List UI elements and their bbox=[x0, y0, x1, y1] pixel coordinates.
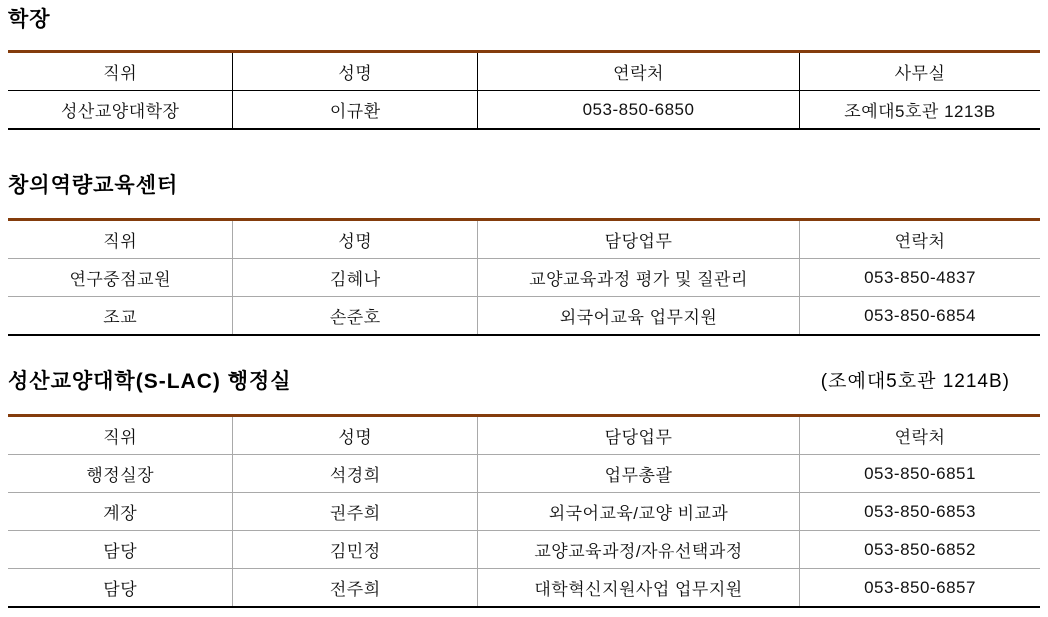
cell-name: 석경희 bbox=[233, 455, 478, 493]
dean-table-header-row bbox=[8, 52, 1040, 91]
col-header-contact: 연락처 bbox=[800, 416, 1040, 455]
cell-position: 행정실장 bbox=[8, 455, 233, 493]
section-creative-center-title: 창의역량교육센터 bbox=[8, 174, 179, 197]
col-header-office: 사무실 bbox=[800, 52, 1040, 91]
admin-office-table-header-row bbox=[8, 416, 1040, 455]
section-admin-office-title: 성산교양대학(S-LAC) 행정실 bbox=[8, 370, 292, 393]
cell-contact: 053-850-6851 bbox=[800, 455, 1040, 493]
table-row bbox=[8, 259, 1040, 297]
creative-center-table bbox=[8, 218, 1040, 336]
cell-duty: 대학혁신지원사업 업무지원 bbox=[478, 569, 800, 608]
cell-name: 김민정 bbox=[233, 531, 478, 569]
col-header-position: 직위 bbox=[8, 416, 233, 455]
cell-contact: 053-850-6853 bbox=[800, 493, 1040, 531]
cell-position: 계장 bbox=[8, 493, 233, 531]
section-creative-center bbox=[8, 172, 1040, 336]
cell-contact: 053-850-4837 bbox=[800, 259, 1040, 297]
col-header-position: 직위 bbox=[8, 52, 233, 91]
cell-duty: 업무총괄 bbox=[478, 455, 800, 493]
section-dean-title: 학장 bbox=[8, 8, 51, 31]
table-row bbox=[8, 91, 1040, 130]
cell-duty: 외국어교육/교양 비교과 bbox=[478, 493, 800, 531]
cell-position: 연구중점교원 bbox=[8, 259, 233, 297]
section-admin-office bbox=[8, 368, 1040, 608]
col-header-name: 성명 bbox=[233, 416, 478, 455]
cell-contact: 053-850-6850 bbox=[478, 91, 800, 130]
col-header-name: 성명 bbox=[233, 220, 478, 259]
cell-contact: 053-850-6852 bbox=[800, 531, 1040, 569]
col-header-contact: 연락처 bbox=[478, 52, 800, 91]
table-row bbox=[8, 569, 1040, 608]
cell-office: 조예대5호관 1213B bbox=[844, 102, 996, 121]
table-row bbox=[8, 531, 1040, 569]
col-header-duty: 담당업무 bbox=[478, 220, 800, 259]
cell-duty: 교양교육과정 평가 및 질관리 bbox=[478, 259, 800, 297]
admin-office-table bbox=[8, 414, 1040, 608]
cell-name: 이규환 bbox=[233, 91, 478, 130]
admin-office-location: (조예대5호관 1214B) bbox=[820, 371, 1010, 392]
creative-center-table-header-row bbox=[8, 220, 1040, 259]
col-header-contact: 연락처 bbox=[800, 220, 1040, 259]
col-header-position: 직위 bbox=[8, 220, 233, 259]
cell-position: 성산교양대학장 bbox=[8, 91, 233, 130]
cell-contact: 053-850-6857 bbox=[864, 577, 976, 597]
cell-name: 손준호 bbox=[233, 297, 478, 336]
cell-duty: 외국어교육 업무지원 bbox=[478, 297, 800, 336]
cell-name: 권주희 bbox=[233, 493, 478, 531]
admin-office-title-row bbox=[8, 368, 1040, 396]
cell-position: 조교 bbox=[8, 297, 233, 336]
section-dean bbox=[8, 6, 1040, 130]
col-header-duty: 담당업무 bbox=[478, 416, 800, 455]
cell-name: 전주희 bbox=[233, 569, 478, 608]
table-row bbox=[8, 493, 1040, 531]
cell-position: 담당 bbox=[8, 531, 233, 569]
dean-table bbox=[8, 50, 1040, 130]
cell-position: 담당 bbox=[8, 569, 233, 608]
cell-duty: 교양교육과정/자유선택과정 bbox=[478, 531, 800, 569]
table-row bbox=[8, 455, 1040, 493]
col-header-name: 성명 bbox=[233, 52, 478, 91]
cell-contact: 053-850-6854 bbox=[864, 305, 976, 325]
cell-name: 김혜나 bbox=[233, 259, 478, 297]
table-row bbox=[8, 297, 1040, 336]
